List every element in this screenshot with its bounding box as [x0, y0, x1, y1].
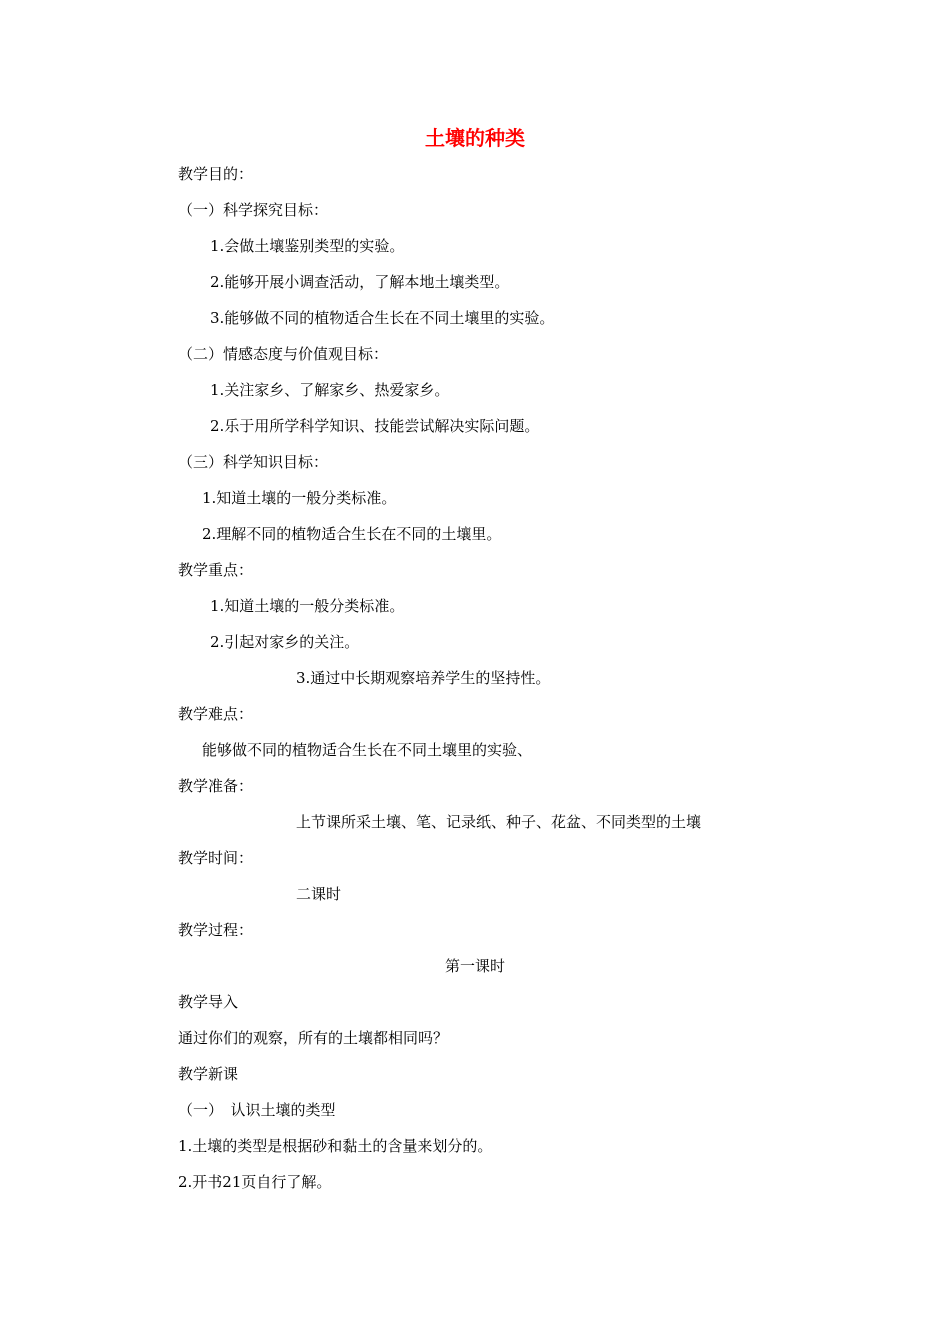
subheading-soil-types: （一） 认识土壤的类型 [178, 1101, 336, 1119]
section-heading-intro: 教学导入 [178, 993, 239, 1011]
paragraph: 二课时 [296, 885, 342, 903]
section-heading-difficulties: 教学难点： [178, 705, 254, 723]
list-item: 3.能够做不同的植物适合生长在不同土壤里的实验。 [210, 309, 555, 327]
section-heading-objectives: 教学目的： [178, 165, 254, 183]
lesson-heading: 第一课时 [444, 957, 505, 975]
paragraph: 能够做不同的植物适合生长在不同土壤里的实验、 [202, 741, 533, 759]
list-item: 1.会做土壤鉴别类型的实验。 [210, 237, 405, 255]
subheading-attitude-goals: （二）情感态度与价值观目标： [178, 345, 389, 363]
list-item: 2.引起对家乡的关注。 [210, 633, 360, 651]
section-heading-time: 教学时间： [178, 849, 254, 867]
list-item: 1.关注家乡、了解家乡、热爱家乡。 [210, 381, 450, 399]
document-title: 土壤的种类 [425, 126, 525, 150]
list-item: 1.知道土壤的一般分类标准。 [210, 597, 405, 615]
section-heading-new-lesson: 教学新课 [178, 1065, 239, 1083]
list-item: 3.通过中长期观察培养学生的坚持性。 [296, 669, 551, 687]
list-item: 2.能够开展小调查活动，了解本地土壤类型。 [210, 273, 510, 291]
section-heading-key-points: 教学重点： [178, 561, 254, 579]
list-item: 2.开书21页自行了解。 [178, 1173, 332, 1191]
subheading-inquiry-goals: （一）科学探究目标： [178, 201, 329, 219]
list-item: 1.土壤的类型是根据砂和黏土的含量来划分的。 [178, 1137, 493, 1155]
list-item: 2.理解不同的植物适合生长在不同的土壤里。 [202, 525, 502, 543]
subheading-knowledge-goals: （三）科学知识目标： [178, 453, 329, 471]
section-heading-preparation: 教学准备： [178, 777, 254, 795]
list-item: 1.知道土壤的一般分类标准。 [202, 489, 397, 507]
list-item: 2.乐于用所学科学知识、技能尝试解决实际问题。 [210, 417, 540, 435]
paragraph: 上节课所采土壤、笔、记录纸、种子、花盆、不同类型的土壤 [296, 813, 702, 831]
paragraph: 通过你们的观察，所有的土壤都相同吗？ [178, 1029, 449, 1047]
section-heading-process: 教学过程： [178, 921, 254, 939]
